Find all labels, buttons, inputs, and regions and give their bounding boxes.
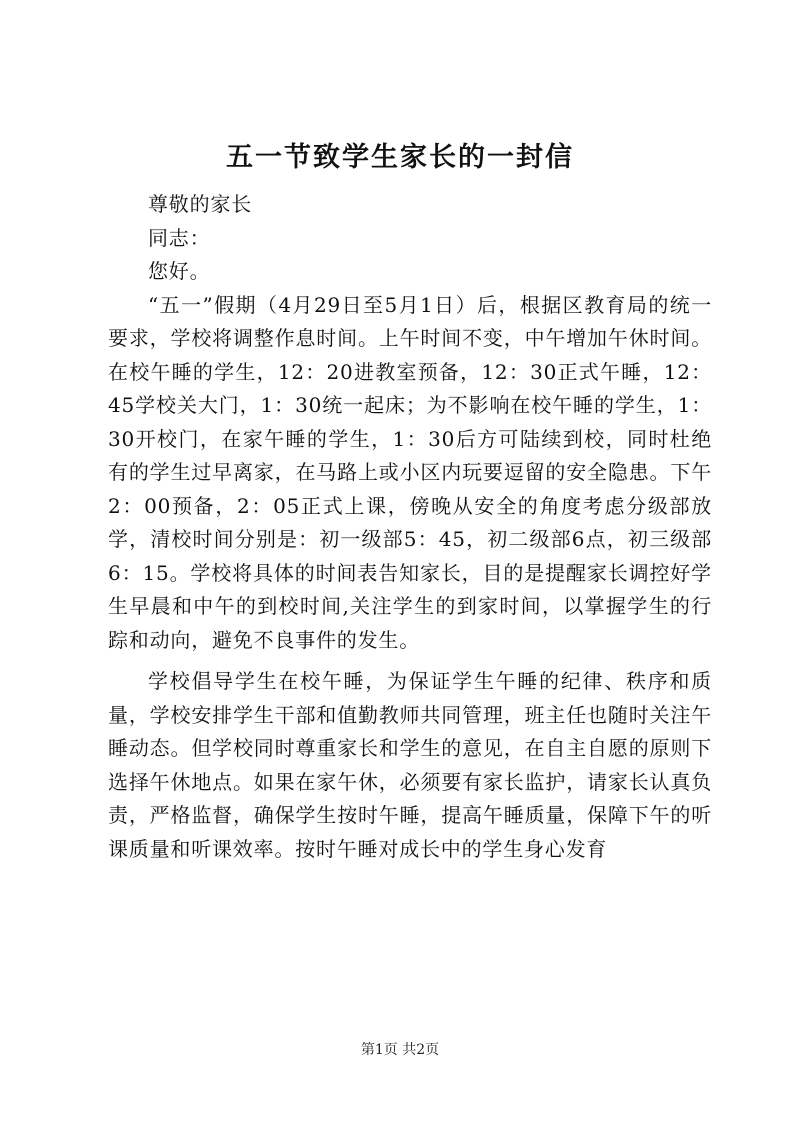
body-paragraph: 学校倡导学生在校午睡，为保证学生午睡的纪律、秩序和质量，学校安排学生干部和值勤教师共同管理，班主任也随时关注午睡动态。但学校同时尊重家长和学生的意见，在自主自愿的原则下选择午休地点。如果在家午休，必须要有家长监护，请家长认真负责，严格监督，确保学生按时午睡，提高午睡质量，保障下午的听课质量和听课效率。按时午睡对成长中的学生身心发育 <box>108 669 712 861</box>
letter-body <box>108 188 712 866</box>
body-paragraph: “五一”假期（4月29日至5月1日）后，根据区教育局的统一要求，学校将调整作息时间。上午时间不变，中午增加午休时间。在校午睡的学生，12：20进教室预备，12：30正式午睡，12：45学校关大门，1：30统一起床；为不影响在校午睡的学生，1：30开校门，在家午睡的学生，1：30后方可陆续到校，同时杜绝有的学生过早离家，在马路上或小区内玩要逗留的安全隐患。下午2：00预备，2：05正式上课，傍晚从安全的角度考虑分级部放学，清校时间分别是：初一级部5：45，初二级部6点，初三级部6：15。学校将具体的时间表告知家长，目的是提醒家长调控好学生早晨和中午的到校时间,关注学生的到家时间，以掌握学生的行踪和动向，避免不良事件的发生。 <box>108 292 712 652</box>
page-footer: 第1页 共2页 <box>360 1042 440 1058</box>
salutation-line: 尊敬的家长 <box>148 192 252 216</box>
salutation-line: 同志： <box>148 225 211 250</box>
page-title: 五一节致学生家长的一封信 <box>226 142 574 173</box>
greeting-line: 您好。 <box>148 259 211 283</box>
